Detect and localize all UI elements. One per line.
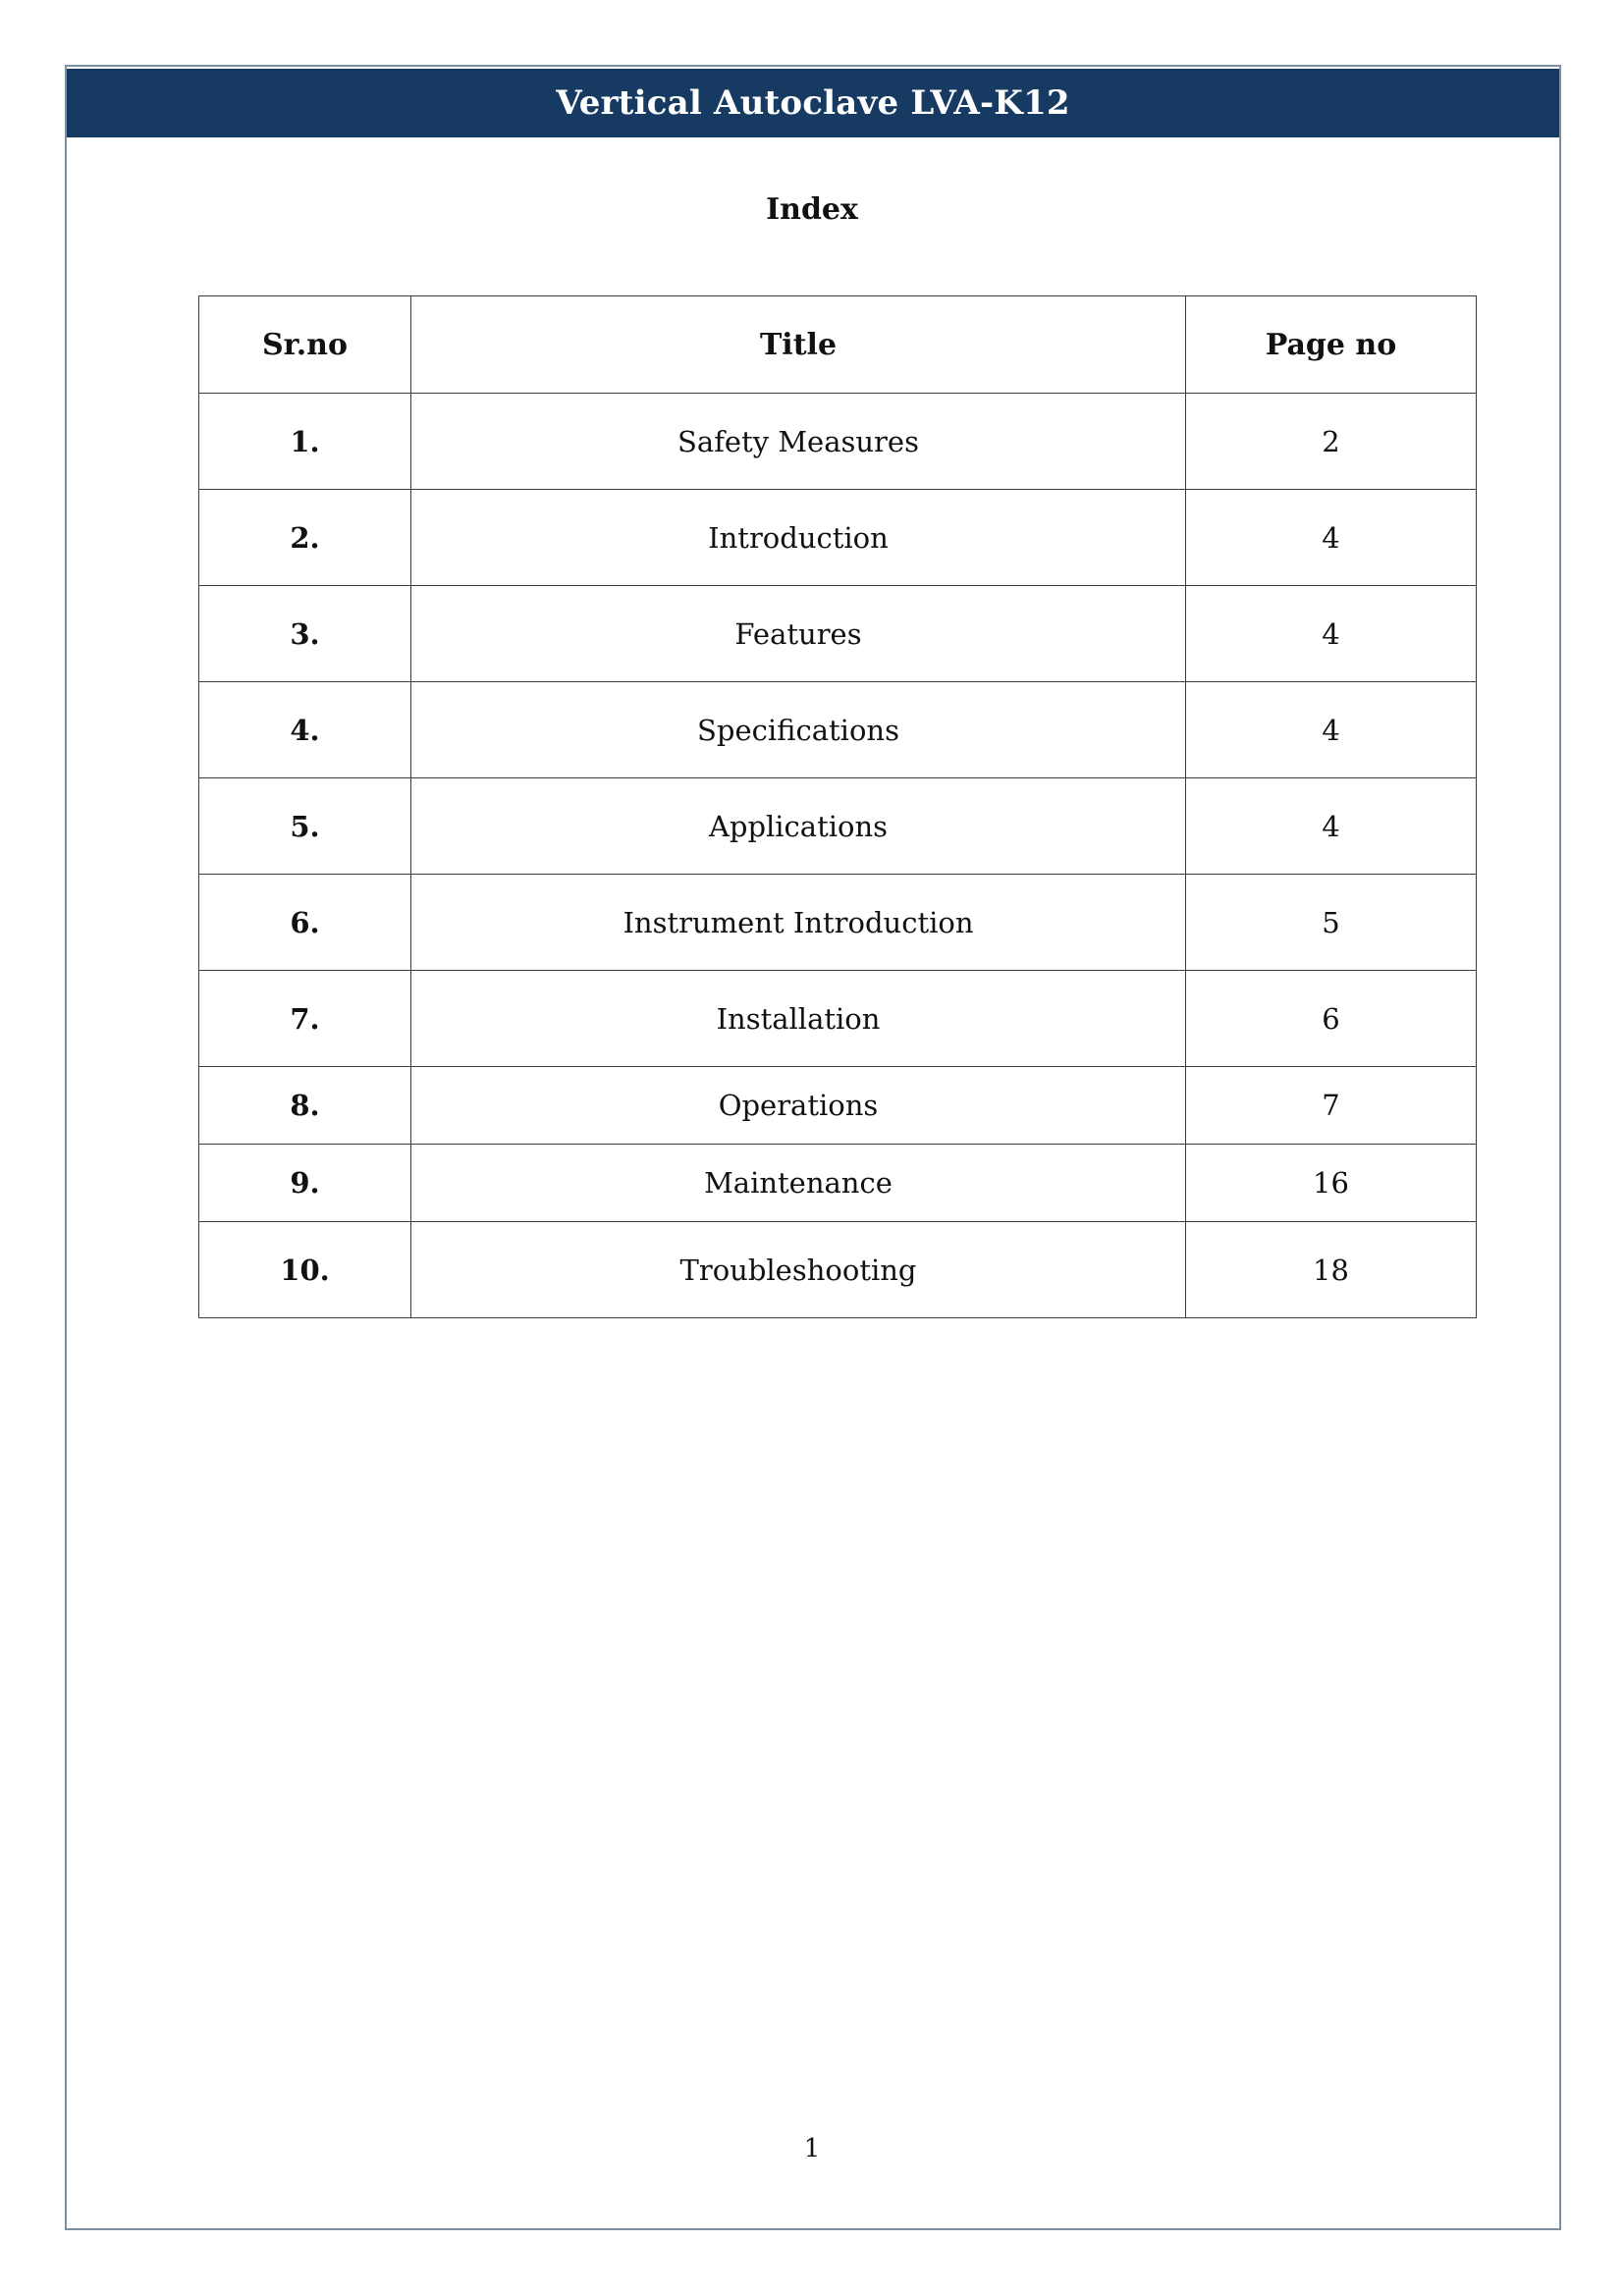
index-row <box>199 971 1477 1067</box>
index-row <box>199 875 1477 971</box>
row-page-no: 7 <box>1186 1067 1477 1145</box>
index-row <box>199 682 1477 778</box>
row-page-no: 4 <box>1186 490 1477 586</box>
row-page-no: 4 <box>1186 586 1477 682</box>
row-sr-no: 6. <box>199 875 411 971</box>
row-page-no: 4 <box>1186 778 1477 875</box>
index-heading: Index <box>766 192 858 227</box>
column-header-sr-no: Sr.no <box>199 296 411 394</box>
row-title: Applications <box>411 778 1186 875</box>
row-page-no: 18 <box>1186 1222 1477 1318</box>
index-row <box>199 490 1477 586</box>
index-row <box>199 1222 1477 1318</box>
index-row <box>199 1067 1477 1145</box>
row-title: Features <box>411 586 1186 682</box>
row-page-no: 16 <box>1186 1145 1477 1222</box>
column-header-title: Title <box>411 296 1186 394</box>
row-page-no: 4 <box>1186 682 1477 778</box>
row-page-no: 5 <box>1186 875 1477 971</box>
row-title: Specifications <box>411 682 1186 778</box>
row-sr-no: 4. <box>199 682 411 778</box>
row-title: Safety Measures <box>411 394 1186 490</box>
row-page-no: 6 <box>1186 971 1477 1067</box>
row-sr-no: 9. <box>199 1145 411 1222</box>
row-page-no: 2 <box>1186 394 1477 490</box>
page-number: 1 <box>803 2134 821 2163</box>
row-sr-no: 1. <box>199 394 411 490</box>
index-header-row <box>199 296 1477 394</box>
row-title: Introduction <box>411 490 1186 586</box>
index-row <box>199 586 1477 682</box>
index-row <box>199 778 1477 875</box>
row-title: Operations <box>411 1067 1186 1145</box>
row-title: Installation <box>411 971 1186 1067</box>
row-sr-no: 10. <box>199 1222 411 1318</box>
row-sr-no: 7. <box>199 971 411 1067</box>
row-sr-no: 5. <box>199 778 411 875</box>
index-row <box>199 1145 1477 1222</box>
column-header-page-no: Page no <box>1186 296 1477 394</box>
row-title: Instrument Introduction <box>411 875 1186 971</box>
row-title: Troubleshooting <box>411 1222 1186 1318</box>
document-title: Vertical Autoclave LVA-K12 <box>556 83 1070 123</box>
row-sr-no: 2. <box>199 490 411 586</box>
row-sr-no: 3. <box>199 586 411 682</box>
row-sr-no: 8. <box>199 1067 411 1145</box>
row-title: Maintenance <box>411 1145 1186 1222</box>
index-row <box>199 394 1477 490</box>
index-table <box>198 295 1477 1318</box>
document-title-bar <box>67 69 1559 137</box>
